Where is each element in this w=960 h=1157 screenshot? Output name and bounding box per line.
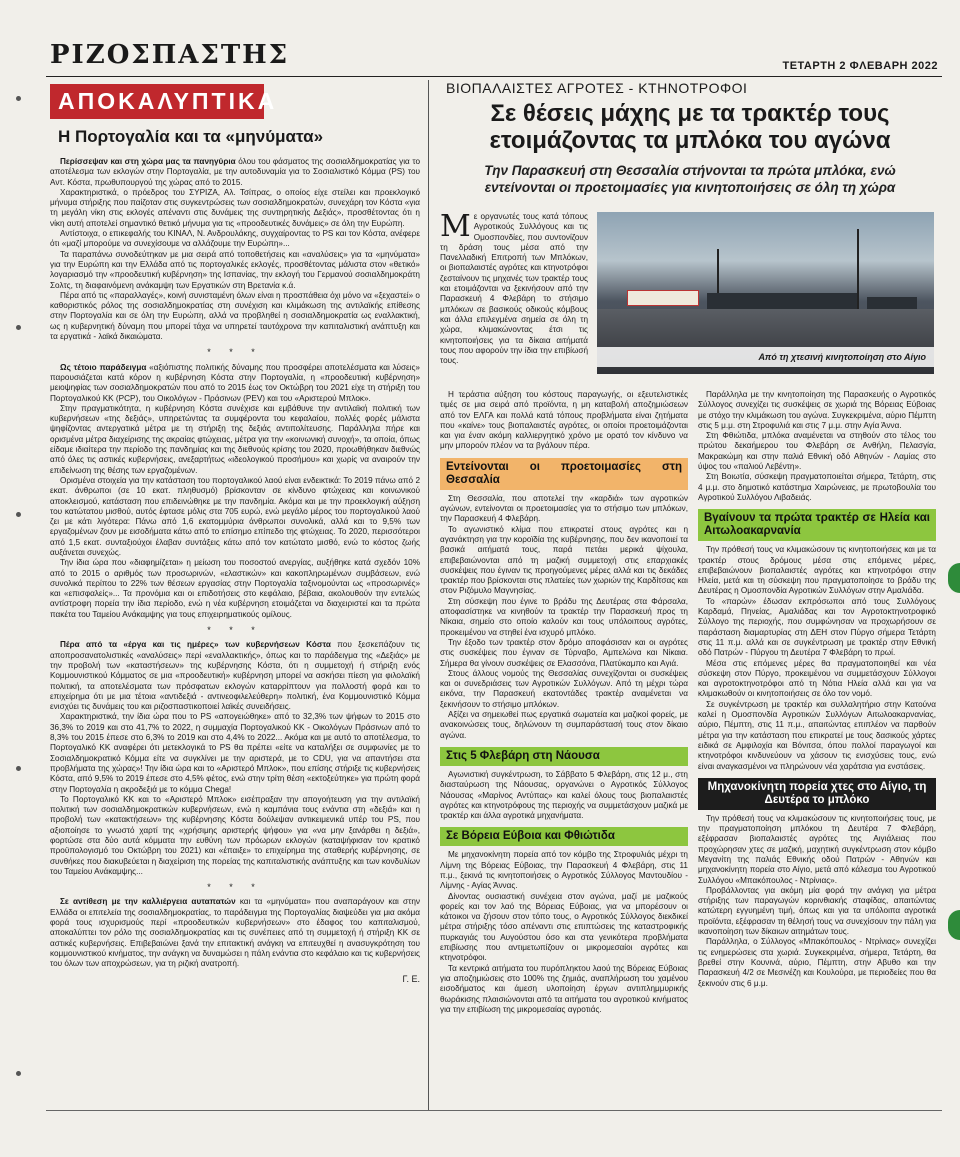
margin-dot (16, 766, 21, 771)
bottom-rule (46, 1110, 942, 1111)
paragraph: Χαρακτηριστικά, την ίδια ώρα που το PS «απογειώθηκε» από το 32,3% των ψήφων το 2015 στο 36,3% το 2019 και στο 41,7% το 2022, η συμμαχία Πορτογαλικού ΚΚ - Οικολόγων Πράσινων από το 8,3% του 2015 έπεσε στο 6,3% το 2019 και στο 4,4% το 2022... Ακόμα και με αυτό το αποτέλεσμα, το Πορτογαλικό ΚΚ αναφέρει ότι μετεκλογικά το PS θα πρέπει «είτε να καταλήξει σε συμφωνίες με το Σοσιαλδημοκρατικό Κόμμα είτε να συγκλίνει με την αριστερά, με το CDU, για να απαντήσει στα προβλήματα της χώρας»! Την ίδια ώρα και το «Αριστερό Μπλοκ», που επίσης στήριξε τις κυβερνήσεις Κόστα, από 9,5% το 2019 έπεσε στο 4,5% φέτος, ενώ στην τρίτη θέση «εκτοξεύτηκε» για πρώτη φορά στην Πορτογαλία η ακροδεξιά με το κόμμα Chega! (50, 712, 420, 794)
section-label: ΑΠΟΚΑΛΥΠΤΙΚΑ (50, 84, 264, 119)
article-headline: Σε θέσεις μάχης με τα τρακτέρ τους ετοιμάζοντας τα μπλόκα του αγώνα (489, 100, 891, 154)
margin-dot (16, 1071, 21, 1076)
paragraph: Στους άλλους νομούς της Θεσσαλίας συνεχίζονται οι συσκέψεις και οι συνεδριάσεις των Αγροτικών Συλλόγων. Από τη μέχρι τώρα εικόνα, την Παρασκευή εκατοντάδες τρακτέρ αναμένεται να ξεκινήσουν το στήσιμο μπλόκων. (440, 668, 688, 709)
subheading: Στις 5 Φλεβάρη στη Νάουσα (440, 747, 688, 766)
paragraph: Δίνοντας ουσιαστική συνέχεια στον αγώνα, μαζί με μαζικούς φορείς και τον λαό της Βόρειας Εύβοιας, για να μπορέσουν οι κάτοικοι να ζήσουν στον τόπο τους, ο Αγροτικός Σύλλογος διεκδικεί μέτρα στήριξης τόσο απέναντι στις επιπτώσεις της καταστροφικής πυρκαγιάς του Αυγούστου όσο και στα γενικότερα προβλήματα επιβίωσης που αντιμετωπίζουν οι μικρομεσαίοι αγρότες και κτηνοτρόφοι. (440, 891, 688, 963)
right-column-1 (440, 390, 688, 1015)
paragraph: Την ίδια ώρα που «διαφημίζεται» η μείωση του ποσοστού ανεργίας, αυξήθηκε κατά σχεδόν 10% από το 2015 ο αριθμός των προσωρινών, «ελαστικών» και κακοπληρωμένων συμβάσεων, ενώ συνολικά περίπου το 22% των θέσεων εργασίας στην Πορτογαλία ταξινομούνται ως «προσωρινές» και «επισφαλείς»... Τα προνόμια και οι επιδοτήσεις στο κεφάλαιο, βέβαια, ακολουθούν την εντελώς αντίστροφη πορεία την ίδια περίοδο, ενώ η νέα κυβέρνηση ετοιμάζεται να διαχειριστεί και τα πρώτα πακέτα του Ταμείου Ανάκαμψης για τους επιχειρηματικούς ομίλους. (50, 558, 420, 619)
paragraph: Περίσσεψαν και στη χώρα μας τα πανηγύρια όλου του φάσματος της σοσιαλδημοκρατίας για το αποτέλεσμα των εκλογών στην Πορτογαλία, με την αυτοδυναμία για το Σοσιαλιστικό Κόμμα (PS) του Αντ. Κόστα, πρωθυπουργού της χώρας από το 2015. (50, 157, 421, 187)
paragraph: Παράλληλα, ο Σύλλογος «Μπακόπουλος - Ντρίνιας» συνεχίζει τις ενημερώσεις στα χωριά. Συγκεκριμένα, σήμερα, Τετάρτη, θα βρεθεί στην Κουνινά, αύριο, Πέμπτη, στην Αβυθο και την Παρασκευή 4/2 σε Μεσινέζη και Κουλούρα, με περιοδείες που θα ξεκινούν στις 6 μ.μ. (698, 937, 936, 988)
paragraph: Με μηχανοκίνητη πορεία από τον κόμβο της Στροφυλιάς μέχρι τη Λίμνη της Βόρειας Εύβοιας, την Παρασκευή 4 Φλεβάρη, στις 11 π.μ., ξεκινά τις κινητοποιήσεις ο Αγροτικός Σύλλογος Μαντουδίου - Λίμνης - Αγίας Άννας. (440, 850, 688, 891)
right-column-2 (698, 390, 936, 989)
paragraph: Πέρα από τα «έργα και τις ημέρες» των κυβερνήσεων Κόστα που ξεσκεπάζουν τις αποπροσανατολιστικές «αναλύσεις» περί «εναλλακτικής», όπως και το παράδειγμα της «Δεξιάς» με την προβολή των «καταστήσεων» της κυβέρνησης Κόστα, ότι η συμμετοχή ή στήριξη ενός Κομμουνιστικού Κόμματος σε μια «προοδευτική» κυβέρνηση μπορεί να ασκήσει πίεση για φιλολαϊκή πολιτική, τα αποτελέσματα των πρόσφατων εκλογών καταρρίπτουν για πολλοστή φορά και το επιχείρημα ότι με μια τέτοια «αντιδεξιά - αντινεοφιλελεύθερη» πολιτική, ένα Κομμουνιστικό Κόμμα ενισχύει τις δυνάμεις του και ριζοσπαστικοποιεί λαϊκές συνειδήσεις. (50, 640, 420, 712)
photo-banner (627, 290, 699, 306)
article-kicker: ΒΙΟΠΑΛΑΙΣΤΕΣ ΑΓΡΟΤΕΣ - ΚΤΗΝΟΤΡΟΦΟΙ (446, 80, 748, 96)
author-signature: Γ. Ε. (402, 973, 420, 984)
paragraph: ε οργανωτές τους κατά τόπους Αγροτικούς Συλλόγους και τις Ομοσπονδίες, που συντονίζουν τη δράση τους μέσα από την Πανελλαδική Επιτροπή των Μπλόκων, οι βιοπαλαιστές αγρότες και κτηνοτρόφοι ζεσταίνουν τις μηχανές των τρακτέρ τους και ετοιμάζονται να ξεκινήσουν από την Παρασκευή 4 Φλεβάρη το στήσιμο μπλόκων σε βασικούς οδικούς κόμβους και άλλα επιλεγμένα σημεία σε όλη τη χώρα, κλιμακώνοντας έτσι τις κινητοποιήσεις για τα δίκαια αιτήματά τους που αφορούν την ίδια την επιβίωσή τους. (440, 212, 588, 366)
paragraph: Το αγωνιστικό κλίμα που επικρατεί στους αγρότες και η αγανάκτηση για την κοροϊδία της κυβέρνησης, που δεν ικανοποιεί τα βασικά αιτήματά τους, παρά πετάει μερικά ψίχουλα, επιβεβαιώνονται από τη μαζική συμμετοχή στις επαρχιακές συσκέψεις που έγιναν τις προηγούμενες μέρες αλλά και τις δεκάδες τρακτέρ που βρίσκονται στις πλατείες των χωριών της Καρδίτσας και στον Ριζόμυλο Μαγνησίας. (440, 524, 688, 596)
paragraph: Το Πορτογαλικό ΚΚ και το «Αριστερό Μπλοκ» εισέπραξαν την απογοήτευση για την αντιλαϊκή πολιτική των σοσιαλδημοκρατικών κυβερνήσεων, ενώ η καμπάνια τους ενάντια στη «δεξιά» και η προβολή των «κατακτήσεων» της κυβέρνησης Κόστα δούλεψαν αντικειμενικά υπέρ του PS, που αξιοποίησε το γνωστό χαρτί της «χρήσιμης αριστερής ψήφου» για «να μην ξανάρθει η δεξιά», φορτώσε στα δύο αυτά κόμματα την ευθύνη των πρόωρων εκλογών (καταψήφισαν τον κρατικό προϋπολογισμό του Οκτώβρη του 2021) και «έπαιξε» το επιχείρημα της σταθερής κυβέρνησης, σε συνθήκες που διακυβεύεται η διαχείριση της πορείας της καπιταλιστικής ανάπτυξης και των κονδυλίων του Ταμείου Ανάκαμψης... (50, 794, 420, 876)
paragraph: Στη σύσκεψη που έγινε το βράδυ της Δευτέρας στα Φάρσαλα, αποφασίστηκε να κινηθούν τα τρακτέρ την Παρασκευή προς τη Νίκαια, σημείο στο οποίο καλούν και τους υπόλοιπους αγρότες, προκειμένου να στηθεί ένα ισχυρό μπλόκο. (440, 596, 688, 637)
top-rule (46, 76, 942, 77)
separator-stars: * * * (207, 882, 263, 893)
article-title: Η Πορτογαλία και τα «μηνύματα» (58, 127, 324, 146)
photo-tractor (707, 293, 857, 309)
paragraph: Μέσα στις επόμενες μέρες θα πραγματοποιηθεί και νέα σύσκεψη στον Πύργο, προκειμένου να συμμετάσχουν Σύλλογοι και αγροτοκτηνοτρόφοι από τη Νότια Ηλεία αλλά και για να κλιμακωθούν οι κινητοποιήσεις σε όλο τον νομό. (698, 658, 936, 699)
paragraph: Τα παραπάνω συνοδεύτηκαν με μια σειρά από τοποθετήσεις και «αναλύσεις» για τα «μηνύματα» για την Ευρώπη και την Ελλάδα από τις πορτογαλικές εκλογές, προσθέτοντας μάλιστα στον «θετικό» λογαριασμό την «προοδευτική κυβέρνηση» της Ισπανίας, την εκλογή του Γερμανού σοσιαλδημοκράτη Σολτς, τη διαφαινόμενη ανάκαμψη των Εργατικών στη Βρετανία κ.ά. (50, 249, 420, 290)
paragraph: Πέρα από τις «παραλλαγές», κοινή συνισταμένη όλων είναι η προσπάθεια όχι μόνο να «ξεχαστεί» ο καθοριστικός ρόλος της σοσιαλδημοκρατίας στη συνέχιση και κλιμάκωση της αντιλαϊκής επίθεσης στην Πορτογαλία και σε όλη την Ευρώπη, αλλά να προβληθεί η σοσιαλδημοκρατία ως εναλλακτική, ως η κυβερνητική δύναμη που μπορεί τάχα να υπηρετεί ταυτόχρονα την καπιταλιστική ανάπτυξη και τα εργατικά - λαϊκά δικαιώματα. (50, 290, 420, 342)
photo-vehicle (867, 297, 917, 309)
page-edge-tab (948, 563, 960, 593)
separator-stars: * * * (207, 625, 263, 636)
article-deck: Την Παρασκευή στη Θεσσαλία στήνονται τα πρώτα μπλόκα, ενώ εντείνονται οι προετοιμασίες για κινητοποιήσεις σε όλη τη χώρα (484, 163, 896, 195)
page-edge-tab (948, 910, 960, 940)
paragraph: Την πρόθεσή τους να κλιμακώσουν τις κινητοποιήσεις και με τα τρακτέρ στους δρόμους μέσα στις επόμενες μέρες, επιβεβαιώνουν βιοπαλαιστές αγρότες και κτηνοτρόφοι στην Ηλεία, μετά και τη σύσκεψη που πραγματοποίησε το βράδυ της Δευτέρας η Ομοσπονδία Αγροτικών Συλλόγων στην Αμαλιάδα. (698, 545, 936, 596)
paragraph: Στην πραγματικότητα, η κυβέρνηση Κόστα συνέχισε και εμβάθυνε την αντιλαϊκή πολιτική των κυβερνήσεων «της δεξιάς», υπηρετώντας τα συμφέροντα του κεφαλαίου, πολλές φορές μάλιστα ψηφίζοντας αντεργατικά μέτρα με τη στήριξη της δεξιάς αντιπολίτευσης. Παράλληλα πήρε και ορισμένα μέτρα διαχείρισης της ακραίας φτώχειας, μέτρα για την «κοινωνική συνοχή», τα οποία, όπως είδαμε ιδιαίτερα την περίοδο της πανδημίας και της διεθνούς κρίσης του 2020, προωθήθηκαν διεθνώς από όλες τις αστικές κυβερνήσεις, ανεξαρτήτως «ιδεολογικού προσήμου» και χωρίς να αναιρούν την επιδείνωση της θέσης των εργαζομένων. (50, 403, 420, 475)
paragraph: Την έξοδο των τρακτέρ στον δρόμο αποφάσισαν και οι αγρότες στις συσκέψεις που έγιναν σε Τύρναβο, Αμπελώνα και Νίκαια. Σήμερα θα γίνουν συσκέψεις σε Ελασσόνα, Πλατύκαμπο και Αγιά. (440, 637, 688, 668)
issue-date: ΤΕΤΑΡΤΗ 2 ΦΛΕΒΑΡΗ 2022 (782, 60, 938, 72)
left-article (50, 84, 420, 984)
right-article-header (440, 80, 940, 206)
paragraph: Ως τέτοιο παράδειγμα «αξιόπιστης πολιτικής δύναμης που προσφέρει αποτελέσματα και λύσεις» παρουσιάζεται κατά κόρον η κυβέρνηση Κόστα στην Πορτογαλία, η «προοδευτική κυβέρνηση» μειοψηφίας των σοσιαλδημοκρατών που από το 2015 έως τον Οκτώβρη του 2021 είχε τη στήριξη του Πορτογαλικού ΚΚ (PCP), του Οικολόγων - Πράσινων (PEV) και του «Αριστερού Μπλοκ». (50, 362, 420, 403)
margin-dot (16, 325, 21, 330)
paragraph: Αγωνιστική συγκέντρωση, το Σάββατο 5 Φλεβάρη, στις 12 μ., στη διασταύρωση της Νάουσας, οργανώνει ο Αγροτικός Σύλλογος Νάουσας «Μαρίνος Αντύπας» και καλεί όλους τους βιοπαλαιστές αγρότες και κτηνοτρόφους της περιοχής να συμμετάσχουν μαζικά με τρακτέρ και άλλα αγροτικά μηχανήματα. (440, 769, 688, 821)
paragraph: Αξίζει να σημειωθεί πως εργατικά σωματεία και μαζικοί φορείς, με ανακοινώσεις τους, δηλώνουν τη συμπαράστασή τους στον δίκαιο αγώνα. (440, 710, 688, 740)
paragraph: Σε αντίθεση με την καλλιέργεια αυταπατών και τα «μηνύματα» που αναπαράγουν και στην Ελλάδα οι επιτελεία της σοσιαλδημοκρατίας, το παράδειγμα της Πορτογαλίας διαψεύδει για μια ακόμα φορά τους ισχυρισμούς περί «προοδευτικών κυβερνήσεων» στο έδαφος του καπιταλισμού, αποκαλύπτει τον ρόλο της σοσιαλδημοκρατίας και τις συνέπειες από τη συμμετοχή ή στήριξη ΚΚ σε αστικές κυβερνήσεις. Επιβεβαιώνει ξανά την επιτακτική ανάγκη να επιτευχθεί η ανασυγκρότηση του κομμουνιστικού κινήματος, την ανάγκη να δυναμώσει η πάλη ενάντια στο κεφάλαιο και τις κυβερνήσεις του όλων των αποχρώσεων, για τη ριζική ανατροπή. (50, 897, 420, 969)
paragraph: Προβάλλοντας για ακόμη μία φορά την ανάγκη για μέτρα στήριξης των παραγωγών κορινθιακής σταφίδας, απαιτώντας κατώτερη εγγυημένη τιμή, όπως και για τα υπόλοιπα αγροτικά προϊόντα, εξέφρασαν τη θέλησή τους να συνεχίσουν την πάλη για ικανοποίηση των δίκαιων αιτημάτων τους. (698, 885, 936, 937)
separator-stars: * * * (207, 347, 263, 358)
margin-dot (16, 96, 21, 101)
paragraph: Η τεράστια αύξηση του κόστους παραγωγής, οι εξευτελιστικές τιμές σε μια σειρά από προϊόντα, η μη καταβολή αποζημιώσεων από τον ΕΛΓΑ και πολλά κατά τόπους προβλήματα είναι ζητήματα που «καίνε» τους βιοπαλαιστές αγρότες, οι οποίοι προετοιμάζονται και για έναν ακόμη καλλιεργητικό χρόνο με ορατό τον κίνδυνο να μην μπορούν πλέον να τα βγάλουν πέρα. (440, 390, 688, 451)
paragraph: Ορισμένα στοιχεία για την κατάσταση του πορτογαλικού λαού είναι ενδεικτικά: Το 2019 πάνω από 2 εκατ. άνθρωποι (σε 10 εκατ. πληθυσμό) βρίσκονταν σε κίνδυνο φτώχειας και κοινωνικού αποκλεισμού, κατάσταση που επιδεινώθηκε με την πανδημία. Ακόμα και με την προεκλογική αύξηση του κατώτατου μισθού, αυτός έφτασε μόλις στα 705 ευρώ, ενώ μεγάλο μέρος του πορτογαλικού λαού ζει με κάτι λιγότερα: Πάνω από 1,6 εκατομμύρια άνθρωποι συνολικά, αλλά και το 9,5% των εργαζομένων ζουν με εισοδήματα κάτω από το επίσημο επίπεδο της φτώχειας. Το 2020, περισσότεροι από 1,5 εκατ. συνταξιούχοι έλαβαν συντάξεις κάτω από τον κατώτατο μισθό, ενώ το κόστος ζωής αυξάνεται συνεχώς. (50, 475, 420, 557)
paragraph: Το «παρών» έδωσαν εκπρόσωποι από τους Συλλόγους Καρδαμά, Πηνείας, Αμαλιάδας και τον Αγροτοκτηνοτροφικό Σύλλογο της περιοχής, που συμφώνησαν να προχωρήσουν σε παράσταση διαμαρτυρίας στη ΔΕΗ στον Πύργο σήμερα Τετάρτη στις 11 π.μ. αλλά και σε συγκέντρωση με τρακτέρ στην Εθνική οδό Πατρών - Πύργου τη Δευτέρα 7 Φλεβάρη το πρωί. (698, 596, 936, 658)
column-divider (428, 80, 429, 1110)
subheading: Σε Βόρεια Εύβοια και Φθιώτιδα (440, 827, 688, 846)
article-body (50, 157, 420, 984)
right-column-intro (440, 209, 588, 366)
paragraph: Παράλληλα με την κινητοποίηση της Παρασκευής ο Αγροτικός Σύλλογος συνεχίζει τις συσκέψεις σε χωριά της Βόρειας Εύβοιας με στόχο την κλιμάκωση του αγώνα. Συγκεκριμένα, αύριο Πέμπτη στις 5 μ.μ. στη Στροφυλιά και στις 7 μ.μ. στην Αγία Άννα. (698, 390, 936, 430)
subheading: Βγαίνουν τα πρώτα τρακτέρ σε Ηλεία και Αιτωλοακαρνανία (698, 509, 936, 541)
masthead-title: ΡΙΖΟΣΠΑΣΤΗΣ (50, 40, 290, 70)
paragraph: Χαρακτηριστικά, ο πρόεδρος του ΣΥΡΙΖΑ, Αλ. Τσίπρας, ο οποίος είχε στείλει και προεκλογικό μήνυμα στήριξης που παίζοταν στις συγκεντρώσεις των σοσιαλδημοκρατών, συνεχάρη τον Κόστα «για τη μεγάλη νίκη στις εκλογές απέναντι στις δυνάμεις της συντηρητικής Δεξιάς», προσθέτοντας ότι η νίκη αυτή αποτελεί σημαντικό θετικό μήνυμα για τις «προοδευτικές δυνάμεις» σε όλη την Ευρώπη. (50, 187, 420, 228)
photo-caption: Από τη χτεσινή κινητοποίηση στο Αίγιο (597, 347, 934, 367)
paragraph: Αντίστοιχα, ο επικεφαλής του ΚΙΝΑΛ, Ν. Ανδρουλάκης, συγχαίροντας το PS και τον Κόστα, ανέφερε ότι «μαζί μπορούμε να συνεχίσουμε να αλλάζουμε την Ευρώπη»... (50, 229, 420, 249)
photo-pole (857, 229, 859, 309)
paragraph: Τα κεντρικά αιτήματα του πυρόπληκτου λαού της Βόρειας Εύβοιας για αποζημιώσεις στο 100% της ζημιάς, αναπλήρωση του χαμένου εισοδήματος και άμεση υλοποίηση έργων αντιπλημμυρικής θωράκισης πλαισιώνονται από τα αιτήματα του αγροτικού κινήματος για την επιβίωση της μικρομεσαίας αγροτιάς. (440, 963, 688, 1014)
paragraph: Σε συγκέντρωση με τρακτέρ και συλλαλητήριο στην Κατούνα καλεί η Ομοσπονδία Αγροτικών Συλλόγων Αιτωλοακαρνανίας, αύριο, Πέμπτη, στις 11 π.μ., απαιτώντας επιπλέον να παρθούν μέτρα για την κατάσταση που επικρατεί με τους δασικούς χάρτες ειδικά σε Αμφιλοχία και Βόνιτσα, όπου πολλοί παραγωγοί και κτηνοτρόφοι κινδυνεύουν να χάσουν τις ενισχύσεις τους, ενώ είναι αναγκασμένοι να πληρώνουν νέα χαράτσια για ενστάσεις. (698, 699, 936, 771)
drop-cap: Μ (440, 209, 471, 244)
paragraph: Στη Βοιωτία, σύσκεψη πραγματοποιείται σήμερα, Τετάρτη, στις 4 μ.μ. στο δημοτικό κατάστημα Χαιρώνειας, με πρωτοβουλία του Αγροτικού Συλλόγου Λιβαδειάς. (698, 472, 936, 502)
subheading: Εντείνονται οι προετοιμασίες στη Θεσσαλία (440, 458, 688, 490)
subheading: Μηχανοκίνητη πορεία χτες στο Αίγιο, τη Δευτέρα το μπλόκο (698, 778, 936, 810)
paragraph: Στη Θεσσαλία, που αποτελεί την «καρδιά» των αγροτικών αγώνων, εντείνονται οι προετοιμασίες για το στήσιμο των μπλόκων, την Παρασκευή 4 Φλεβάρη. (440, 493, 688, 524)
margin-dot (16, 512, 21, 517)
paragraph: Στη Φθιώτιδα, μπλόκα αναμένεται να στηθούν στο τέλος του πρώτου δεκαήμερου του Φλεβάρη σε Ανθήλη, Πελασγία, Μακρακώμη και στην παλιά Εθνική οδό Αθηνών - Λαμίας στο ύψος του «παλιού Λεβέντη». (698, 431, 936, 472)
paragraph: Την πρόθεσή τους να κλιμακώσουν τις κινητοποιήσεις τους, με την πραγματοποίηση μπλόκου τη Δευτέρα 7 Φλεβάρη, εξέφρασαν βιοπαλαιστές αγρότες της Αιγιάλειας που προχώρησαν χτες σε μαζική, μαχητική συγκέντρωση στον κόμβο Μεγανίτη της παλιάς Εθνικής οδού Πατρών - Αθηνών και μηχανοκίνητη πορεία στο Αίγιο, μετά από κάλεσμα του Αγροτικού Συλλόγου «Μπακόπουλος - Ντρίνιας». (698, 813, 936, 885)
